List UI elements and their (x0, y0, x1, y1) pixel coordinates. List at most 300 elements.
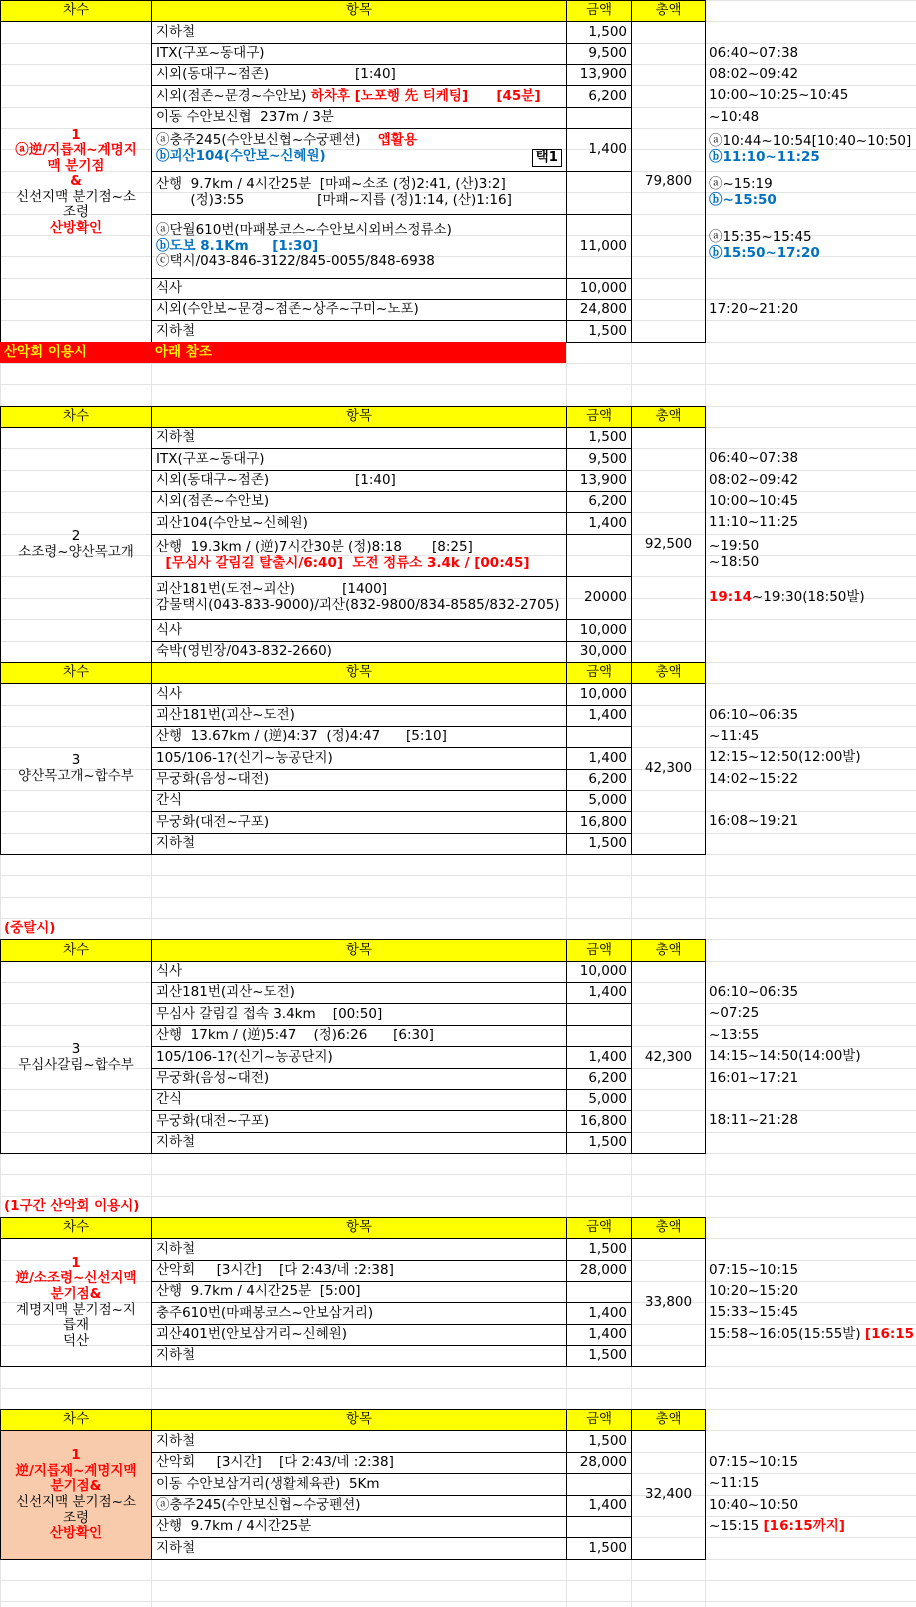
time-cell (705, 214, 916, 278)
time-cell (705, 1003, 916, 1025)
amount-value: 9,500 (588, 450, 627, 467)
header-no-label: 차수 (62, 941, 90, 958)
amount-value: 1,400 (588, 1048, 627, 1065)
header-item (151, 406, 567, 428)
amount-cell (566, 534, 632, 577)
item-text-3: ⓒ택시/043-846-3122/845-0055/848-6938 (156, 253, 435, 270)
amount-cell (566, 982, 632, 1004)
amount-cell (566, 1324, 632, 1346)
time-line (709, 302, 798, 318)
time-cell (705, 491, 916, 512)
time-highlight: 19:14 (709, 588, 752, 605)
header-no (0, 939, 152, 962)
amount-cell (566, 1537, 632, 1560)
amount-value: 1,500 (588, 322, 627, 339)
time-line (709, 1049, 861, 1065)
item-text-2: (정)3:55 [마패~지릅 (정)1:14, (산)1:16] (156, 192, 512, 208)
total-value: 32,400 (644, 1486, 693, 1503)
time-cell (705, 1281, 916, 1302)
amount-cell (566, 641, 632, 663)
header-total-label: 총액 (655, 408, 682, 425)
item-line (156, 556, 530, 572)
time-value: ~11:15 (709, 1475, 760, 1492)
item-text: 시외(점존~수안보) (156, 493, 270, 510)
time-line (709, 134, 911, 150)
item-text: 지하철 (156, 1134, 196, 1151)
item-cell (151, 1516, 567, 1538)
item-line (156, 708, 562, 724)
time-line (709, 772, 798, 788)
amount-value: 1,500 (588, 1432, 627, 1449)
label-line: 조령 (62, 204, 90, 221)
time-value: 16:01~17:21 (709, 1069, 799, 1086)
item-line (156, 25, 562, 41)
header-amount (566, 0, 632, 22)
amount-value: 1,400 (588, 1326, 627, 1343)
item-line (156, 494, 562, 510)
item-text: 산행 17km / (逆)5:47 (정)6:26 [6:30] (156, 1027, 434, 1044)
time-value: 06:40~07:38 (709, 44, 799, 61)
amount-value: 10,000 (579, 685, 627, 702)
total-cell (631, 1238, 706, 1367)
time-value: 10:00~10:45 (709, 492, 799, 509)
item-cell (151, 534, 567, 577)
header-item-label: 항목 (345, 941, 373, 958)
time-cell (705, 641, 916, 662)
item-line (156, 1114, 562, 1130)
item-text-2: 감물택시(043-833-9000)/괴산(832-9800/834-8585/832-2705) (156, 597, 560, 613)
item-cell (151, 1324, 567, 1346)
header-amount-label: 금액 (585, 1219, 613, 1236)
header-total (631, 1409, 706, 1431)
item-line (156, 89, 562, 105)
item-cell (151, 833, 567, 855)
item-text: 이동 수안보삼거리(생활체육관) 5Km (156, 1475, 380, 1492)
time-cell (705, 107, 916, 128)
item-cell (151, 85, 567, 108)
time-cell (705, 1025, 916, 1046)
item-text: 식사 (156, 685, 183, 702)
time-value: 15:33~15:45 (709, 1304, 799, 1321)
section-label (0, 427, 152, 663)
time-value: 06:10~06:35 (709, 706, 799, 723)
item-cell (151, 21, 567, 44)
time-line (709, 814, 798, 830)
time-cell (705, 299, 916, 320)
footer-right (151, 342, 566, 363)
item-note: 하차후 [노포행 先 티케팅] [45분] (310, 87, 541, 104)
time-cell (705, 576, 916, 619)
item-line (156, 729, 562, 745)
amount-value: 1,500 (588, 1347, 627, 1364)
item-text: 괴산401번(안보삼거리~신혜원) (156, 1326, 348, 1343)
header-item (151, 662, 567, 684)
item-line (156, 239, 562, 255)
item-text: 식사 (156, 963, 183, 980)
time-value: ~19:50 (709, 538, 760, 555)
item-line (156, 964, 562, 980)
item-line (156, 1434, 562, 1450)
item-cell (151, 1345, 567, 1367)
item-line (156, 1135, 562, 1151)
amount-value: 16,800 (579, 813, 627, 830)
amount-cell (566, 833, 632, 855)
item-text: 산행 9.7km / 4시간25분 [마패~소조 (정)2:41, (산)3:2] (156, 176, 506, 193)
item-cell (151, 982, 567, 1004)
amount-cell (566, 619, 632, 642)
item-line (156, 1028, 562, 1044)
header-no-label: 차수 (62, 1219, 90, 1236)
label-line: 3 (71, 752, 81, 769)
total-cell (631, 427, 706, 663)
item-text: 지하철 (156, 429, 196, 446)
header-no (0, 1217, 152, 1239)
amount-cell (566, 1132, 632, 1154)
item-text: 지하철 (156, 1347, 196, 1364)
item-text: 105/106-1?(신기~농공단지) (156, 1048, 333, 1065)
amount-value: 6,200 (588, 1070, 627, 1087)
label-line: 신선지맥 분기점~소 (16, 188, 136, 205)
item-text: 간식 (156, 792, 183, 809)
amount-value: 24,800 (579, 301, 627, 318)
amount-cell (566, 811, 632, 834)
time-cell (705, 1473, 916, 1495)
time-cell (705, 1089, 916, 1110)
item-line (156, 110, 562, 126)
amount-value: 1,400 (588, 1497, 627, 1514)
item-cell (151, 1281, 567, 1303)
time-line (709, 1498, 798, 1514)
time-cell (705, 1302, 916, 1324)
time-highlight: [16:15까지] (763, 1517, 845, 1534)
item-text: 이동 수안보신협 237m / 3분 (156, 109, 334, 126)
amount-cell (566, 1473, 632, 1496)
item-text: 시외(동대구~점존) [1:40] (156, 66, 396, 83)
time-cell (705, 1110, 916, 1132)
item-text-2: ⓑ도보 8.1Km [1:30] (156, 237, 319, 254)
amount-cell (566, 1430, 632, 1453)
item-text: 괴산104(수안보~신혜원) (156, 514, 308, 531)
item-line (156, 193, 562, 209)
time-value: ⓐ15:35~15:45 (709, 229, 812, 246)
item-line (156, 1327, 562, 1343)
item-text: 괴산181번(괴산~도전) (156, 707, 295, 724)
item-line (156, 149, 562, 167)
item-text: ⓐ충주245(수안보신협~수궁펜션) (156, 1497, 361, 1514)
time-cell (705, 982, 916, 1003)
time-line (709, 1305, 798, 1321)
amount-cell (566, 790, 632, 812)
item-text: 무궁화(대전~구포) (156, 813, 270, 830)
amount-cell (566, 1495, 632, 1517)
time-line (709, 150, 820, 166)
item-text: 산행 9.7km / 4시간25분 (156, 1518, 312, 1535)
item-line (156, 598, 562, 614)
header-no (0, 662, 152, 684)
item-cell (151, 747, 567, 770)
time-line (709, 110, 759, 126)
label-line: 분기점& (50, 1478, 102, 1495)
item-line (156, 1092, 562, 1108)
amount-value: 1,400 (588, 749, 627, 766)
time-cell (705, 705, 916, 726)
header-amount-label: 금액 (585, 1411, 613, 1428)
time-value: 06:10~06:35 (709, 983, 799, 1000)
time-cell (705, 1516, 916, 1537)
header-total (631, 662, 706, 684)
time-line (709, 1028, 759, 1044)
header-item (151, 1409, 567, 1431)
amount-cell (566, 769, 632, 791)
item-text: 산행 9.7km / 4시간25분 [5:00] (156, 1283, 361, 1300)
amount-value: 5,000 (588, 1091, 627, 1108)
header-item-label: 항목 (345, 2, 373, 19)
item-cell (151, 1495, 567, 1517)
total-cell (631, 961, 706, 1154)
item-text: 숙박(영빈장/043-832-2660) (156, 643, 332, 660)
item-line (156, 1263, 562, 1279)
item-cell (151, 1452, 567, 1474)
label-line: 산방확인 (49, 1525, 103, 1542)
header-no-label: 차수 (62, 1411, 90, 1428)
total-value: 33,800 (644, 1293, 693, 1310)
item-text: 무궁화(음성~대전) (156, 1070, 270, 1087)
label-line: 逆/소조령~신선지맥 (15, 1270, 137, 1287)
amount-cell (566, 1516, 632, 1538)
time-cell (705, 534, 916, 576)
item-line (156, 582, 562, 598)
time-cell (705, 1068, 916, 1089)
item-cell (151, 43, 567, 65)
label-line: 1 (71, 126, 81, 143)
time-line (709, 451, 798, 467)
item-cell (151, 1430, 567, 1453)
item-text: 무심사 갈림길 접속 3.4km [00:50] (156, 1005, 383, 1022)
time-value: 07:15~10:15 (709, 1261, 799, 1278)
item-cell (151, 320, 567, 343)
label-line: 逆/지릅재~계명지맥 (15, 1462, 137, 1479)
item-cell (151, 470, 567, 492)
amount-cell (566, 683, 632, 706)
item-text: 산악회 [3시간] [다 2:43/네 :2:38] (156, 1262, 394, 1279)
amount-value: 1,500 (588, 1539, 627, 1556)
item-text: 지하철 (156, 322, 196, 339)
amount-value: 13,900 (579, 66, 627, 83)
time-cell (705, 1495, 916, 1516)
time-highlight: [16:15 (864, 1325, 915, 1342)
item-line (156, 302, 562, 318)
time-value: 15:58~16:05(15:55발) (709, 1325, 865, 1342)
header-item-label: 항목 (345, 664, 373, 681)
time-value: ~07:25 (709, 1005, 760, 1022)
header-no (0, 1409, 152, 1431)
label-line: 릅재 (62, 1317, 90, 1334)
time-value: 07:15~10:15 (709, 1453, 799, 1470)
total-value: 79,800 (644, 173, 693, 190)
header-total (631, 1217, 706, 1239)
item-cell (151, 128, 567, 172)
item-cell (151, 1132, 567, 1154)
amount-value: 1,500 (588, 835, 627, 852)
time-cell (705, 747, 916, 769)
item-cell (151, 64, 567, 86)
s4-title (0, 918, 300, 939)
label-line: 산방확인 (49, 219, 103, 236)
amount-value: 6,200 (588, 87, 627, 104)
item-text: 지하철 (156, 23, 196, 40)
amount-value: 5,000 (588, 792, 627, 809)
amount-value: 13,900 (579, 472, 627, 489)
header-amount-label: 금액 (585, 2, 613, 19)
amount-cell (566, 1452, 632, 1474)
item-line (156, 516, 562, 532)
header-total-label: 총액 (655, 1411, 682, 1428)
section-label (0, 683, 152, 855)
footer-left (0, 342, 151, 363)
label-line: 3 (71, 1040, 81, 1057)
item-cell (151, 1046, 567, 1069)
header-total (631, 406, 706, 428)
amount-value: 1,400 (588, 141, 627, 158)
item-line (156, 1306, 562, 1322)
item-line (156, 815, 562, 831)
item-line (156, 177, 562, 193)
item-cell (151, 491, 567, 513)
taxi-box: 택1 (532, 149, 562, 167)
item-note: 앱활용 (377, 132, 417, 149)
amount-cell (566, 576, 632, 620)
header-no (0, 406, 152, 428)
amount-cell (566, 747, 632, 770)
s5-title (0, 1196, 300, 1217)
item-text: 시외(수안보~문경~점존~상주~구미~노포) (156, 301, 419, 318)
item-cell (151, 299, 567, 321)
item-cell (151, 769, 567, 791)
time-line (709, 708, 798, 724)
item-line (156, 623, 562, 639)
s4-title-text: (중탈시) (4, 919, 56, 936)
footer-left-text: 산악회 이용시 (4, 343, 87, 360)
time-value-2: ⓑ11:10~11:25 (709, 148, 820, 165)
amount-cell (566, 43, 632, 65)
item-text: ITX(구포~동대구) (156, 45, 265, 62)
time-line (709, 539, 759, 555)
time-cell (705, 1046, 916, 1068)
section-label (0, 21, 152, 343)
item-cell (151, 619, 567, 642)
amount-cell (566, 278, 632, 300)
time-line (709, 1476, 759, 1492)
item-cell (151, 726, 567, 748)
item-text: 산악회 [3시간] [다 2:43/네 :2:38] (156, 1454, 394, 1471)
time-line (709, 46, 798, 62)
amount-cell (566, 214, 632, 279)
time-line (709, 750, 861, 766)
time-line (709, 515, 798, 531)
time-cell (705, 1345, 916, 1366)
amount-cell (566, 427, 632, 449)
item-cell (151, 1025, 567, 1047)
time-line (709, 230, 812, 246)
time-cell (705, 171, 916, 214)
item-cell (151, 1473, 567, 1496)
time-value: 17:20~21:20 (709, 300, 799, 317)
item-line (156, 985, 562, 1001)
time-line (709, 1263, 798, 1279)
item-cell (151, 790, 567, 812)
item-line (156, 1050, 562, 1066)
amount-cell (566, 1025, 632, 1047)
item-text: 무궁화(음성~대전) (156, 771, 270, 788)
item-line (156, 772, 562, 788)
time-cell (705, 1132, 916, 1153)
amount-cell (566, 1281, 632, 1303)
amount-value: 1,500 (588, 23, 627, 40)
time-line (709, 1519, 845, 1535)
section-label (0, 961, 152, 1154)
item-cell (151, 1089, 567, 1111)
time-cell (705, 1260, 916, 1281)
amount-value: 28,000 (579, 1454, 627, 1471)
time-cell (705, 811, 916, 833)
item-cell (151, 1110, 567, 1133)
time-value: ~10:48 (709, 108, 760, 125)
item-line (156, 133, 562, 149)
item-cell (151, 1238, 567, 1261)
time-line (709, 590, 865, 606)
time-value-2: ⓑ15:50~17:20 (709, 245, 820, 261)
item-line (156, 1541, 562, 1557)
header-total-label: 총액 (655, 664, 682, 681)
item-line (156, 687, 562, 703)
header-amount (566, 406, 632, 428)
time-value-2: ~18:50 (709, 554, 760, 570)
time-cell (705, 512, 916, 534)
time-line (709, 473, 798, 489)
header-item-label: 항목 (345, 1411, 373, 1428)
item-text: 간식 (156, 1091, 183, 1108)
header-no-label: 차수 (62, 664, 90, 681)
item-line (156, 452, 562, 468)
header-total (631, 939, 706, 962)
item-cell (151, 1003, 567, 1026)
item-cell (151, 1302, 567, 1325)
label-line: 계명지맥 분기점~지 (16, 1301, 136, 1318)
amount-value: 6,200 (588, 771, 627, 788)
time-cell (705, 43, 916, 64)
time-line (709, 494, 798, 510)
footer-right-text: 아래 참조 (155, 343, 212, 360)
amount-value: 1,500 (588, 1134, 627, 1151)
amount-cell (566, 1345, 632, 1367)
amount-value: 16,800 (579, 1112, 627, 1129)
item-text: 시외(점존~문경~수안보) (156, 87, 311, 104)
total-value: 42,300 (644, 760, 693, 777)
amount-cell (566, 1003, 632, 1026)
item-cell (151, 705, 567, 727)
time-cell (705, 726, 916, 747)
amount-cell (566, 299, 632, 321)
header-no-label: 차수 (62, 408, 90, 425)
header-amount-label: 금액 (585, 408, 613, 425)
amount-cell (566, 1302, 632, 1325)
label-line: 2 (71, 528, 81, 545)
amount-cell (566, 448, 632, 471)
time-line (709, 1327, 914, 1343)
item-cell (151, 641, 567, 663)
header-item-label: 항목 (345, 1219, 373, 1236)
item-line (156, 254, 435, 270)
